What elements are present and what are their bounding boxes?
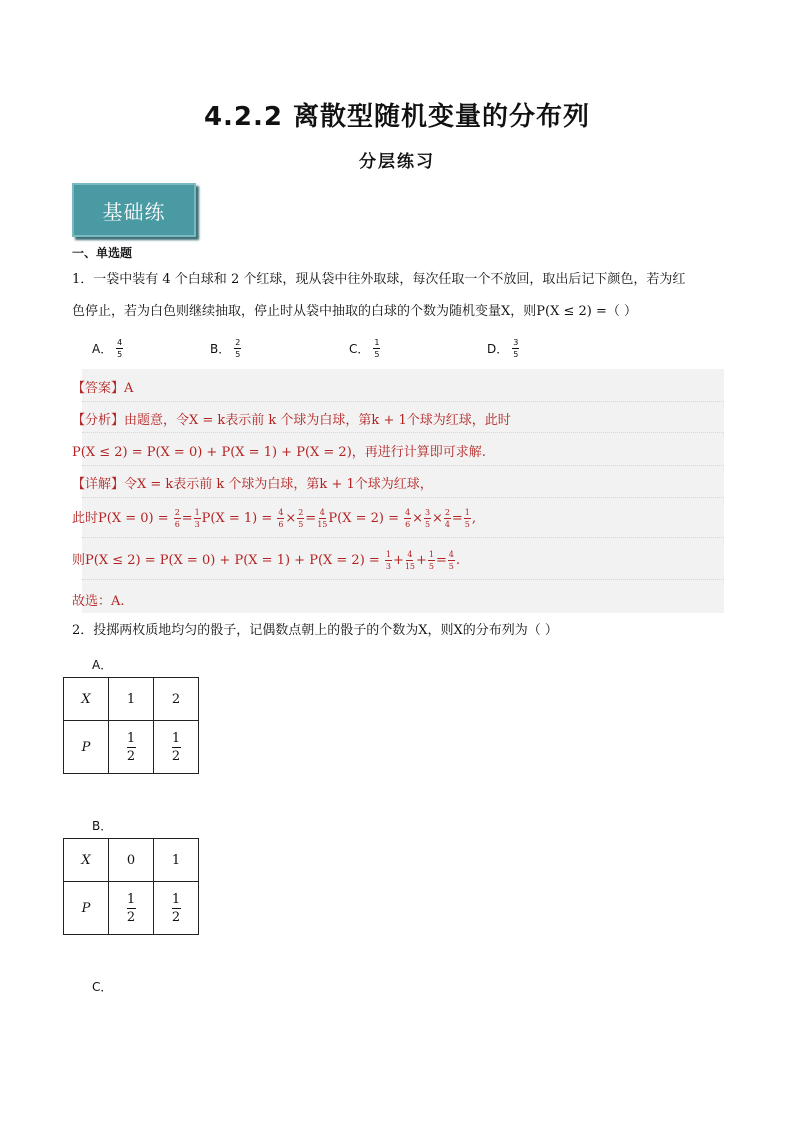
- choice-b-fraction: $\frac{2}{5}$: [235, 338, 241, 359]
- section-heading: 一、单选题: [72, 246, 133, 260]
- choice-d-fraction: $\frac{3}{5}$: [513, 338, 519, 359]
- table-x-value: 2: [154, 678, 199, 721]
- choice-d-label: D．: [487, 342, 509, 356]
- table-x-value: 1: [109, 678, 154, 721]
- question-1-line-2: 色停止，若为白色则继续抽取，停止时从袋中抽取的白球的个数为随机变量X，则P(X ≤ 2) =（ ）: [72, 304, 637, 319]
- table-p-header: P: [64, 721, 109, 774]
- level-badge: 基础练: [72, 183, 196, 237]
- table-x-header: X: [64, 678, 109, 721]
- question-1-line-1: 1．一袋中装有 4 个白球和 2 个红球，现从袋中往外取球，每次任取一个不放回，取出后记下颜色，若为红: [72, 272, 686, 287]
- choice-c[interactable]: [349, 338, 380, 359]
- detail-line-3: 则P(X ≤ 2) = P(X = 0) + P(X = 1) + P(X = 2) = $\frac{1}{3}$ + $\frac{4}{15}$ + $\frac{1}{5}$ = $\frac{4}{5}$ .: [72, 550, 460, 571]
- option-b-label[interactable]: B．: [92, 819, 113, 833]
- answer-panel: [72, 369, 724, 613]
- choice-c-label: C．: [349, 342, 370, 356]
- detail-line-1: 【详解】令X = k表示前 k 个球为白球，第k + 1个球为红球，: [72, 477, 433, 492]
- table-p-value: $\frac{1}{2}$: [109, 882, 154, 935]
- analysis-line-2: P(X ≤ 2) = P(X = 0) + P(X = 1) + P(X = 2)，再进行计算即可求解.: [72, 445, 486, 460]
- option-a-table: [63, 677, 199, 774]
- table-p-value: $\frac{1}{2}$: [109, 721, 154, 774]
- table-p-value: $\frac{1}{2}$: [154, 882, 199, 935]
- table-p-header: P: [64, 882, 109, 935]
- page-subtitle: 分层练习: [359, 152, 435, 172]
- choice-d[interactable]: [487, 338, 519, 359]
- page-title: 4.2.2 离散型随机变量的分布列: [203, 102, 591, 132]
- choice-b[interactable]: [210, 338, 241, 359]
- option-c-label[interactable]: C．: [92, 980, 113, 994]
- answer-line: 【答案】A: [72, 381, 134, 396]
- choice-a-label: A．: [92, 342, 113, 356]
- option-b-table: [63, 838, 199, 935]
- option-a-label[interactable]: A．: [92, 658, 113, 672]
- detail-line-2: 此时P(X = 0) = $\frac{2}{6}$ = $\frac{1}{3}$ P(X = 1) = $\frac{4}{6}$ × $\frac{2}{5}$ = $\frac{4}{15}$ P(X = 2) = $\frac{4}{6}$ × $\frac{3}{5}$ × $\frac{2}{4}$ = $\frac{1}{5}$ ,: [72, 508, 476, 529]
- question-2-stem: 2．投掷两枚质地均匀的骰子，记偶数点朝上的骰子的个数为X，则X的分布列为（ ）: [72, 623, 558, 638]
- table-x-header: X: [64, 839, 109, 882]
- choice-a[interactable]: [92, 338, 123, 359]
- choice-b-label: B．: [210, 342, 231, 356]
- conclusion-line: 故选：A.: [72, 594, 125, 609]
- table-p-value: $\frac{1}{2}$: [154, 721, 199, 774]
- analysis-line-1: 【分析】由题意，令X = k表示前 k 个球为白球，第k + 1个球为红球，此时: [72, 413, 511, 428]
- table-x-value: 0: [109, 839, 154, 882]
- choice-a-fraction: $\frac{4}{5}$: [117, 338, 123, 359]
- table-x-value: 1: [154, 839, 199, 882]
- choice-c-fraction: $\frac{1}{5}$: [374, 338, 380, 359]
